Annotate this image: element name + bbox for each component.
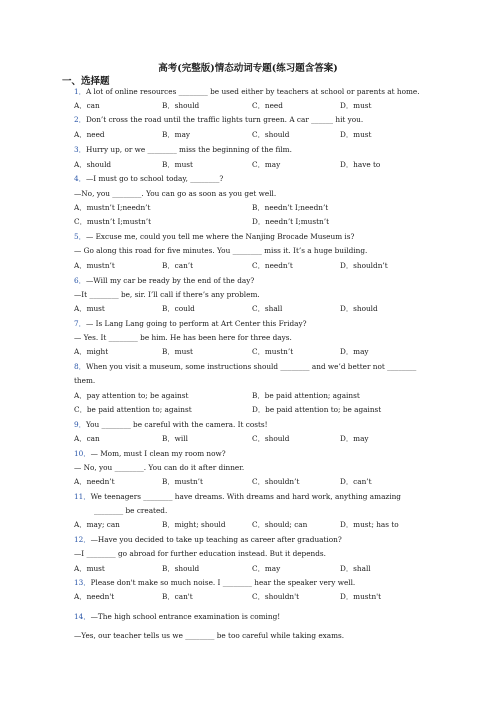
question-11-stem: 11．We teenagers ________ have dreams. With dreams and hard work, anything amazing <box>74 492 401 501</box>
question-12-reply: —I ________ go abroad for further education instead. But it depends. <box>74 549 326 558</box>
question-9-stem: 9．You ________ be careful with the camera. It costs! <box>74 420 268 429</box>
option-b[interactable]: B．may <box>162 130 191 139</box>
option-a[interactable]: A．needn't <box>74 592 115 601</box>
question-6-options <box>74 304 434 313</box>
question-8-stem-continued: them. <box>74 376 96 385</box>
question-5-stem: 5．— Excuse me, could you tell me where the Nanjing Brocade Museum is? <box>74 232 355 241</box>
option-d[interactable]: D．can’t <box>340 477 372 486</box>
option-c[interactable]: C．should <box>252 434 290 443</box>
option-b[interactable]: B．needn’t I;needn’t <box>252 203 329 212</box>
option-d[interactable]: D．shall <box>340 564 371 573</box>
question-7-stem: 7．— Is Lang Lang going to perform at Art Center this Friday? <box>74 319 307 328</box>
option-d[interactable]: D．shouldn’t <box>340 261 388 270</box>
option-b[interactable]: B．be paid attention; against <box>252 391 360 400</box>
question-2-options <box>74 130 434 139</box>
question-14-stem: 14．—The high school entrance examination is coming! <box>74 612 281 621</box>
option-d[interactable]: D．have to <box>340 160 381 169</box>
option-b[interactable]: B．must <box>162 160 193 169</box>
option-d[interactable]: D．must <box>340 130 372 139</box>
question-10-reply: — No, you ________. You can do it after dinner. <box>74 463 245 472</box>
option-c[interactable]: C．need <box>252 101 283 110</box>
option-c[interactable]: C．mustn’t <box>252 347 294 356</box>
option-b[interactable]: B．should <box>162 101 200 110</box>
option-d[interactable]: D．should <box>340 304 378 313</box>
question-2-stem: 2．Don’t cross the road until the traffic lights turn green. A car ______ hit you. <box>74 115 364 124</box>
question-4-stem: 4．—I must go to school today, ________? <box>74 174 224 183</box>
option-b[interactable]: B．can't <box>162 592 193 601</box>
option-c[interactable]: C．mustn’t I;mustn’t <box>74 217 152 226</box>
question-5-options <box>74 261 434 270</box>
option-a[interactable]: A．might <box>74 347 109 356</box>
question-13-options <box>74 592 434 601</box>
question-12-stem: 12．—Have you decided to take up teaching as career after graduation? <box>74 535 342 544</box>
question-8-options-row2 <box>74 405 434 414</box>
option-a[interactable]: A．need <box>74 130 105 139</box>
question-8-options-row1 <box>74 391 434 400</box>
option-a[interactable]: A．should <box>74 160 112 169</box>
option-c[interactable]: C．should; can <box>252 520 308 529</box>
question-3-options <box>74 160 434 169</box>
question-9-options <box>74 434 434 443</box>
option-b[interactable]: B．will <box>162 434 188 443</box>
option-c[interactable]: C．should <box>252 130 290 139</box>
option-a[interactable]: A．pay attention to; be against <box>74 391 189 400</box>
question-14-reply: —Yes, our teacher tells us we ________ be too careful while taking exams. <box>74 631 345 640</box>
option-a[interactable]: A．mustn’t I;needn’t <box>74 203 151 212</box>
question-1-options <box>74 101 434 110</box>
option-c[interactable]: C．be paid attention to; against <box>74 405 192 414</box>
option-d[interactable]: D．must <box>340 101 372 110</box>
option-b[interactable]: B．might; should <box>162 520 226 529</box>
option-c[interactable]: C．shouldn’t <box>252 477 300 486</box>
document-title: 高考(完整版)情态动词专题(练习题含答案) <box>158 63 338 74</box>
question-7-reply: — Yes. It ________ be him. He has been here for three days. <box>74 333 292 342</box>
option-a[interactable]: A．must <box>74 304 105 313</box>
section-heading: 一、选择题 <box>62 76 110 87</box>
option-c[interactable]: C．shouldn't <box>252 592 300 601</box>
option-b[interactable]: B．can’t <box>162 261 194 270</box>
option-a[interactable]: A．needn’t <box>74 477 115 486</box>
option-a[interactable]: A．can <box>74 434 100 443</box>
question-10-stem: 10．— Mom, must I clean my room now? <box>74 449 226 458</box>
question-5-reply: — Go along this road for five minutes. You ________ miss it. It’s a huge building. <box>74 246 368 255</box>
question-6-reply: —It ________ be, sir. I’ll call if there’s any problem. <box>74 290 260 299</box>
option-c[interactable]: C．may <box>252 160 281 169</box>
question-11-options <box>74 520 434 529</box>
question-3-stem: 3．Hurry up, or we ________ miss the beginning of the film. <box>74 145 292 154</box>
option-d[interactable]: D．mustn't <box>340 592 382 601</box>
question-1-stem: 1．A lot of online resources ________ be used either by teachers at school or parents at home. <box>74 87 420 96</box>
option-d[interactable]: D．may <box>340 347 369 356</box>
question-11-stem-continued: ________ be created. <box>94 506 168 515</box>
question-4-reply: —No, you ________. You can go as soon as you get well. <box>74 189 277 198</box>
question-4-options-row2 <box>74 217 434 226</box>
option-a[interactable]: A．may; can <box>74 520 120 529</box>
question-13-stem: 13．Please don't make so much noise. I ________ hear the speaker very well. <box>74 578 356 587</box>
option-c[interactable]: C．shall <box>252 304 283 313</box>
option-b[interactable]: B．could <box>162 304 195 313</box>
option-b[interactable]: B．should <box>162 564 200 573</box>
option-c[interactable]: C．needn’t <box>252 261 293 270</box>
option-d[interactable]: D．be paid attention to; be against <box>252 405 382 414</box>
option-a[interactable]: A．mustn’t <box>74 261 115 270</box>
question-12-options <box>74 564 434 573</box>
option-b[interactable]: B．mustn’t <box>162 477 203 486</box>
option-d[interactable]: D．must; has to <box>340 520 399 529</box>
question-4-options-row1 <box>74 203 434 212</box>
option-a[interactable]: A．can <box>74 101 100 110</box>
option-c[interactable]: C．may <box>252 564 281 573</box>
option-a[interactable]: A．must <box>74 564 105 573</box>
option-b[interactable]: B．must <box>162 347 193 356</box>
question-6-stem: 6．—Will my car be ready by the end of the day? <box>74 276 255 285</box>
question-8-stem: 8．When you visit a museum, some instructions should ________ and we’d better not ________ <box>74 362 417 371</box>
option-d[interactable]: D．needn’t I;mustn’t <box>252 217 330 226</box>
option-d[interactable]: D．may <box>340 434 369 443</box>
question-10-options <box>74 477 434 486</box>
question-7-options <box>74 347 434 356</box>
